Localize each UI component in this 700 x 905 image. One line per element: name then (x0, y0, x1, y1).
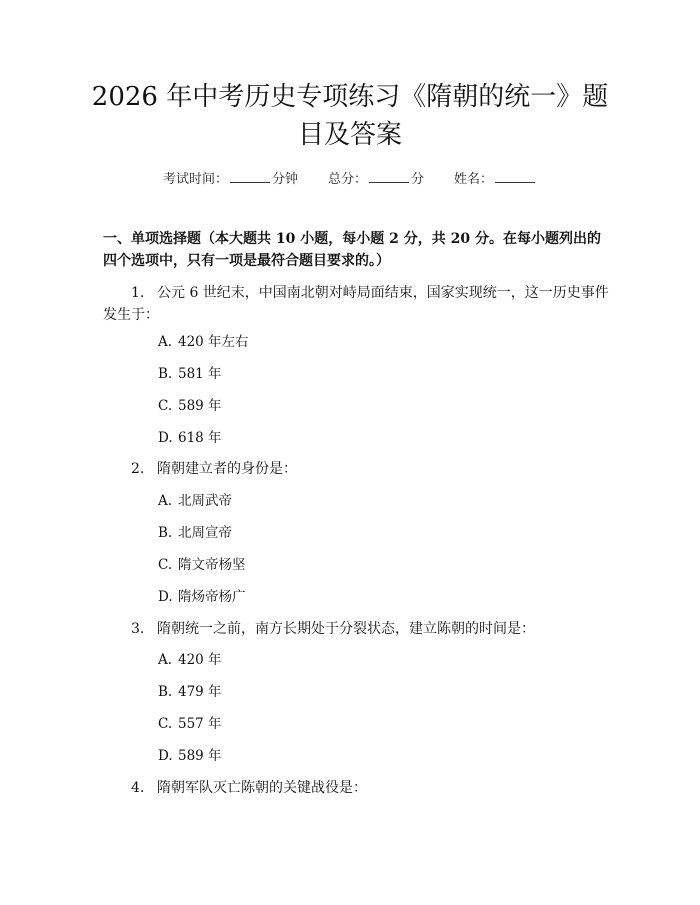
section-heading: 一、单项选择题（本大题共 10 小题，每小题 2 分，共 20 分。在每小题列出的四个选项中，只有一项是最符合题目要求的。） (103, 231, 601, 269)
option-1c (158, 396, 222, 416)
time-blank (230, 170, 270, 183)
time-label: 考试时间： (162, 172, 228, 187)
question-3 (103, 618, 613, 640)
question-number: 3. (131, 621, 145, 637)
option-letter: B. (158, 525, 173, 541)
option-letter: D. (158, 589, 173, 605)
option-text: 420 年左右 (178, 334, 249, 350)
option-1d (158, 428, 222, 448)
option-3b (158, 682, 222, 702)
option-2b (158, 523, 232, 543)
option-text: 北周宣帝 (178, 525, 232, 541)
name-blank (495, 170, 535, 183)
option-1a (158, 332, 249, 352)
option-1b (158, 364, 222, 384)
name-label: 姓名： (454, 172, 494, 187)
option-letter: D. (158, 748, 173, 764)
option-3c (158, 714, 222, 734)
question-4 (103, 777, 613, 799)
question-text: 隋朝建立者的身份是： (157, 461, 297, 477)
question-2 (103, 458, 613, 480)
option-letter: D. (158, 430, 173, 446)
option-letter: C. (158, 557, 173, 573)
question-number: 2. (131, 461, 145, 477)
option-letter: A. (158, 493, 173, 509)
question-text: 隋朝统一之前，南方长期处于分裂状态，建立陈朝的时间是： (157, 621, 535, 637)
title-line-2: 目及答案 (297, 120, 402, 150)
question-text: 公元 6 世纪末，中国南北朝对峙局面结束，国家实现统一，这一历史事件 (157, 285, 609, 301)
option-3d (158, 746, 222, 766)
option-text: 479 年 (178, 684, 222, 700)
option-2c (158, 555, 246, 575)
question-number: 1. (131, 285, 145, 301)
title-line-1: 2026 年中考历史专项练习《隋朝的统一》题 (91, 82, 609, 112)
score-label: 总分： (327, 172, 367, 187)
option-text: 隋炀帝杨广 (178, 589, 246, 605)
time-unit: 分钟 (271, 172, 298, 187)
option-text: 557 年 (178, 716, 222, 732)
question-text-continued: 发生于： (103, 307, 159, 323)
option-text: 589 年 (178, 398, 222, 414)
option-letter: B. (158, 684, 173, 700)
option-letter: C. (158, 398, 173, 414)
question-text: 隋朝军队灭亡陈朝的关键战役是： (157, 780, 367, 796)
option-text: 589 年 (178, 748, 222, 764)
option-text: 420 年 (178, 652, 222, 668)
option-text: 北周武帝 (178, 493, 232, 509)
option-2d (158, 587, 246, 607)
option-3a (158, 650, 222, 670)
option-letter: A. (158, 652, 173, 668)
score-unit: 分 (411, 172, 425, 187)
page-title (80, 78, 620, 154)
option-text: 581 年 (178, 366, 222, 382)
option-letter: B. (158, 366, 173, 382)
option-2a (158, 491, 232, 511)
exam-meta (0, 168, 700, 187)
score-blank (369, 170, 409, 183)
option-letter: A. (158, 334, 173, 350)
question-number: 4. (131, 780, 145, 796)
option-text: 隋文帝杨坚 (178, 557, 246, 573)
question-1 (103, 282, 613, 326)
option-text: 618 年 (178, 430, 222, 446)
option-letter: C. (158, 716, 173, 732)
